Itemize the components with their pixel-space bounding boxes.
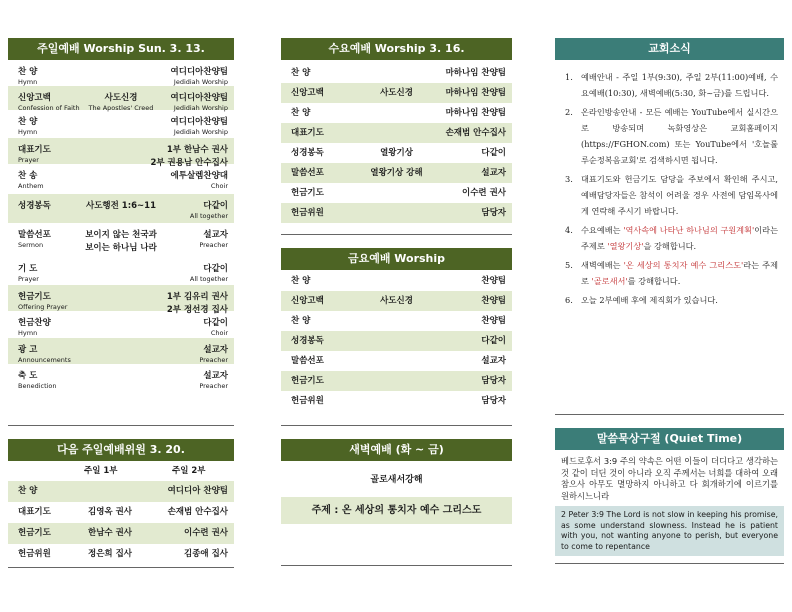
qt-title-bar: 말씀묵상구절 (Quiet Time) [555, 428, 784, 450]
order-item-english: Sermon [18, 241, 44, 249]
divider [8, 567, 234, 568]
order-item: 신앙고백 [291, 296, 324, 306]
committee-second-service: 여디디아 찬양팀 [167, 486, 228, 496]
news-item-number: 6. [565, 295, 573, 305]
order-item: 찬 양 [291, 276, 311, 286]
order-leader: 설교자 Preacher [199, 345, 228, 364]
order-leader: 담당자 [481, 376, 506, 386]
next-week-head-second: 주일 2부 [172, 466, 206, 476]
news-text: 새벽예배는 [581, 260, 624, 270]
dawn-title-bar: 새벽예배 (화 ~ 금) [281, 439, 512, 461]
order-item-english: Anthem [18, 182, 44, 190]
committee-row [8, 523, 234, 544]
news-text: 수요예배는 [581, 225, 624, 235]
order-leader-sub: Preacher [199, 241, 228, 249]
news-highlight: '역사속에 나타난 하나님의 구원계획' [623, 225, 755, 235]
worship-order-row [8, 110, 234, 138]
order-leader: 설교자 Preacher [199, 230, 228, 249]
committee-first-service: 정은희 집사 [88, 549, 133, 559]
order-item: 찬 양 Hymn [18, 67, 38, 86]
news-text: 라는 주제로 [581, 260, 778, 286]
news-text: 를 강해합니다. [627, 276, 681, 286]
order-leader: 담당자 [481, 208, 506, 218]
wednesday-order-list [281, 63, 512, 223]
order-item: 대표기도 [291, 128, 324, 138]
order-item-english: Benediction [18, 382, 57, 390]
order-item: 찬 양 [291, 68, 311, 78]
order-leader: 찬양팀 [481, 316, 506, 326]
order-content: 사도신경 [380, 296, 413, 306]
news-item [565, 171, 778, 219]
order-item-english: Offering Prayer [18, 303, 68, 311]
sunday-order-list [8, 60, 234, 390]
order-leader: 찬양팀 [481, 296, 506, 306]
committee-first-service: 김영옥 권사 [88, 507, 133, 517]
worship-order-row [281, 63, 512, 83]
news-highlight: '골로새서' [591, 276, 628, 286]
worship-order-row [281, 391, 512, 411]
worship-order-row [281, 371, 512, 391]
order-leader: 다같이 [481, 148, 506, 158]
news-highlight: '온 세상의 통치자 예수 그리스도' [623, 260, 744, 270]
order-item: 헌금위원 [291, 208, 324, 218]
news-item-number: 4. [565, 225, 573, 235]
order-leader: 마하나임 찬양팀 [445, 88, 506, 98]
news-text: 예배안내 - 주일 1부(9:30), 주일 2부(11:00)예배, 수요예배(10:30), 새벽예배(5:30, 화~금)를 드립니다. [581, 72, 778, 98]
order-item: 헌금찬양 Hymn [18, 318, 51, 337]
divider [8, 425, 234, 426]
news-list [565, 69, 778, 311]
order-item: 축 도 Benediction [18, 371, 57, 390]
worship-order-row [8, 138, 234, 168]
order-leader: 설교자 [481, 168, 506, 178]
worship-order-row [281, 331, 512, 351]
order-content: 보이지 않는 천국과 보이는 하나님 나라 [8, 228, 234, 253]
order-leader: 설교자 [481, 356, 506, 366]
worship-order-row [8, 194, 234, 223]
order-leader: 다같이 All together [189, 201, 228, 220]
worship-order-row [281, 291, 512, 311]
dawn-book: 골로새서강해 [370, 475, 423, 485]
friday-title-bar: 금요예배 Worship [281, 248, 512, 270]
committee-second-service: 김종애 집사 [183, 549, 228, 559]
order-item: 찬 양 Hymn [18, 117, 38, 136]
next-week-header-row [8, 464, 234, 482]
order-content: 사도신경 [380, 88, 413, 98]
divider [281, 565, 512, 566]
order-leader: 찬양팀 [481, 276, 506, 286]
order-leader-sub: Jedidiah Worship [173, 78, 228, 86]
order-item: 신앙고백 Confession of Faith [18, 93, 80, 112]
qt-english-verse: 2 Peter 3:9 The Lord is not slow in keeping his promise, as some understand slowness. Instead he is patient with you, not wanting anyone to perish, but everyone to come to repentance [555, 506, 784, 556]
order-item: 신앙고백 [291, 88, 324, 98]
order-item: 헌금위원 [291, 396, 324, 406]
committee-row [8, 544, 234, 565]
news-text: 을 강해합니다. [643, 241, 697, 251]
order-item-english: Prayer [18, 275, 39, 283]
order-leader: 다같이 All together [189, 264, 228, 283]
news-item [565, 69, 778, 101]
news-item [565, 257, 778, 289]
worship-order-row [8, 86, 234, 110]
order-leader: 1부 김유리 권사 2부 정선경 집사 [166, 292, 228, 315]
order-item: 성경봉독 [18, 201, 51, 211]
dawn-theme: 주제 : 온 세상의 통치자 예수 그리스도 [281, 497, 512, 524]
committee-role: 찬 양 [18, 486, 38, 496]
next-week-list [8, 481, 234, 565]
order-leader-sub: Preacher [199, 382, 228, 390]
order-item: 기 도 Prayer [18, 264, 39, 283]
order-item-english: Announcements [18, 356, 71, 364]
order-leader: 마하나임 찬양팀 [445, 108, 506, 118]
divider [555, 563, 784, 564]
worship-order-row [281, 351, 512, 371]
worship-order-row [8, 285, 234, 315]
order-item: 성경봉독 [291, 336, 324, 346]
order-leader-sub: Jedidiah Worship [173, 104, 228, 112]
order-item: 찬 양 [291, 316, 311, 326]
order-content: 사도행전 1:6~11 [86, 201, 156, 211]
order-item: 찬 양 [291, 108, 311, 118]
order-item-english: Hymn [18, 329, 38, 337]
news-item-number: 3. [565, 174, 573, 184]
news-item-number: 5. [565, 260, 573, 270]
order-leader: 1부 한남수 권사 2부 권용남 안수집사 [150, 145, 228, 168]
order-content-sub: 보이는 하나님 나라 [85, 243, 157, 253]
order-leader: 여디디아찬양팀 Jedidiah Worship [170, 93, 228, 112]
order-leader-sub: Choir [210, 329, 228, 337]
order-leader-sub: 2부 권용남 안수집사 [150, 158, 228, 168]
worship-order-row [8, 338, 234, 364]
committee-row [8, 481, 234, 502]
divider [281, 234, 512, 235]
committee-second-service: 이수련 권사 [183, 528, 228, 538]
worship-order-row [281, 271, 512, 291]
wednesday-title-bar: 수요예배 Worship 3. 16. [281, 38, 512, 60]
order-item: 말씀선포 Sermon [18, 230, 51, 249]
divider [555, 414, 784, 415]
order-leader: 이수련 권사 [461, 188, 506, 198]
worship-order-row [281, 163, 512, 183]
worship-order-row [8, 257, 234, 285]
next-week-head-first: 주일 1부 [84, 466, 118, 476]
order-content-sub: The Apostles' Creed [88, 104, 154, 112]
order-item-english: Hymn [18, 78, 38, 86]
order-item: 헌금기도 Offering Prayer [18, 292, 68, 311]
committee-first-service: 한남수 권사 [88, 528, 133, 538]
news-item [565, 104, 778, 168]
worship-order-row [281, 311, 512, 331]
order-leader-sub: All together [189, 275, 228, 283]
order-item: 성경봉독 [291, 148, 324, 158]
news-text: 온라인방송안내 - 모든 예배는 YouTube에서 실시간으로 방송되며 녹화영상은 교회홈페이지(https://FGHON.com) 또는 YouTube에서 '호놀룰루순정복음교회'로 검색하시면 됩니다. [581, 107, 778, 165]
worship-order-row [8, 311, 234, 338]
friday-order-list [281, 271, 512, 411]
order-leader: 다같이 [481, 336, 506, 346]
order-item-english: Prayer [18, 156, 39, 164]
worship-order-row [281, 123, 512, 143]
order-leader: 여디디아찬양팀 Jedidiah Worship [170, 67, 228, 86]
order-item-english: Confession of Faith [18, 104, 80, 112]
worship-order-row [8, 164, 234, 194]
news-title-bar: 교회소식 [555, 38, 784, 60]
worship-order-row [281, 83, 512, 103]
news-item-number: 1. [565, 72, 573, 82]
order-leader: 다같이 Choir [203, 318, 228, 337]
worship-order-row [281, 143, 512, 163]
qt-korean-verse: 베드로후서 3:9 주의 약속은 어떤 이들이 더디다고 생각하는 것 같이 더딘 것이 아니라 오직 주께서는 너희를 대하여 오래 참으사 아무도 멸망하지 아니하고 다 회개하기에 이르기를 원하시느니라 [561, 456, 778, 501]
worship-order-row [8, 364, 234, 390]
order-content: 사도신경 The Apostles' Creed [8, 91, 234, 112]
order-leader: 에투살렘찬양대 Choir [170, 171, 228, 190]
order-leader-sub: Jedidiah Worship [173, 128, 228, 136]
worship-order-row [281, 203, 512, 223]
order-content: 열왕기상 [380, 148, 413, 158]
order-leader-sub: Preacher [199, 356, 228, 364]
order-leader: 여디디아찬양팀 Jedidiah Worship [170, 117, 228, 136]
worship-order-row [281, 183, 512, 203]
committee-second-service: 손재범 안수집사 [167, 507, 228, 517]
order-content: 열왕기상 강해 [370, 168, 423, 178]
order-leader-sub: 2부 정선경 집사 [166, 305, 228, 315]
sunday-title-bar: 주일예배 Worship Sun. 3. 13. [8, 38, 234, 60]
worship-order-row [8, 223, 234, 257]
order-item: 광 고 Announcements [18, 345, 71, 364]
next-week-title-bar: 다음 주일예배위원 3. 20. [8, 439, 234, 461]
order-item: 말씀선포 [291, 356, 324, 366]
news-text: 대표기도와 헌금기도 담당을 주보에서 확인해 주시고, 예배담당자들은 참석이 어려울 경우 사전에 담임목사에게 연락해 주시기 바랍니다. [581, 174, 778, 216]
order-leader-sub: All together [189, 212, 228, 220]
committee-role: 대표기도 [18, 507, 51, 517]
news-text: 이라는 주제로 [581, 225, 778, 251]
order-leader: 설교자 Preacher [199, 371, 228, 390]
news-text: 오늘 2부예배 후에 제직회가 있습니다. [581, 295, 718, 305]
order-item-english: Hymn [18, 128, 38, 136]
news-item [565, 292, 778, 308]
order-item: 헌금기도 [291, 376, 324, 386]
committee-role: 헌금기도 [18, 528, 51, 538]
order-item: 찬 송 Anthem [18, 171, 44, 190]
divider [281, 425, 512, 426]
committee-row [8, 502, 234, 523]
worship-order-row [281, 103, 512, 123]
order-item: 헌금기도 [291, 188, 324, 198]
order-item: 대표기도 Prayer [18, 145, 51, 164]
worship-order-row [8, 60, 234, 86]
news-item [565, 222, 778, 254]
order-leader: 담당자 [481, 396, 506, 406]
news-item-number: 2. [565, 107, 573, 117]
committee-role: 헌금위원 [18, 549, 51, 559]
order-leader: 손재범 안수집사 [445, 128, 506, 138]
order-leader: 마하나임 찬양팀 [445, 68, 506, 78]
news-highlight: '열왕기상' [607, 241, 644, 251]
order-leader-sub: Choir [210, 182, 228, 190]
order-item: 말씀선포 [291, 168, 324, 178]
